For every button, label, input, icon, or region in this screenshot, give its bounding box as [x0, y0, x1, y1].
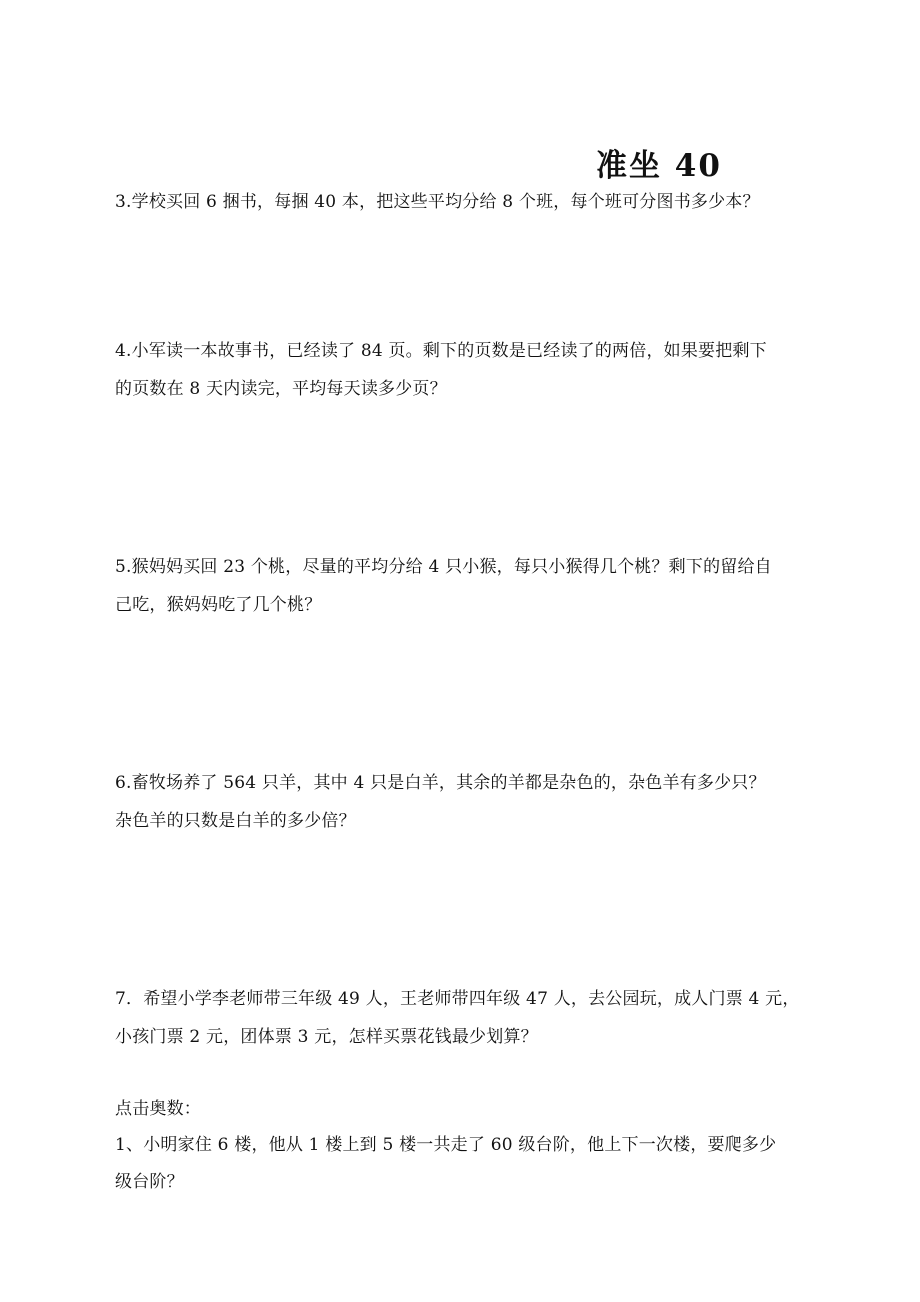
olympiad-problem-1-line-2: 级台阶？ — [115, 1172, 184, 1192]
problem-5-line-2: 己吃，猴妈妈吃了几个桃？ — [115, 595, 322, 615]
problem-3-line-1: 3.学校买回 6 捆书，每捆 40 本，把这些平均分给 8 个班，每个班可分图书多少本？ — [115, 192, 760, 212]
problem-5-line-1: 5.猴妈妈买回 23 个桃，尽量的平均分给 4 只小猴，每只小猴得几个桃？剩下的留给自 — [115, 557, 772, 577]
problem-6-line-1: 6.畜牧场养了 564 只羊，其中 4 只是白羊，其余的羊都是杂色的，杂色羊有多少只？ — [115, 773, 766, 793]
problem-6-line-2: 杂色羊的只数是白羊的多少倍？ — [115, 811, 356, 831]
problem-7-line-2: 小孩门票 2 元，团体票 3 元，怎样买票花钱最少划算？ — [115, 1027, 538, 1047]
olympiad-heading: 点击奥数： — [115, 1099, 201, 1119]
problem-4-line-2: 的页数在 8 天内读完，平均每天读多少页？ — [115, 379, 447, 399]
problem-7-line-1: 7．希望小学李老师带三年级 49 人，王老师带四年级 47 人，去公园玩，成人门票 4 元， — [115, 989, 800, 1009]
page-title: 准坐 40 — [596, 148, 722, 184]
problem-4-line-1: 4.小军读一本故事书，已经读了 84 页。剩下的页数是已经读了的两倍，如果要把剩下 — [115, 341, 767, 361]
olympiad-problem-1-line-1: 1、小明家住 6 楼，他从 1 楼上到 5 楼一共走了 60 级台阶，他上下一次楼，要爬多少 — [115, 1135, 777, 1155]
